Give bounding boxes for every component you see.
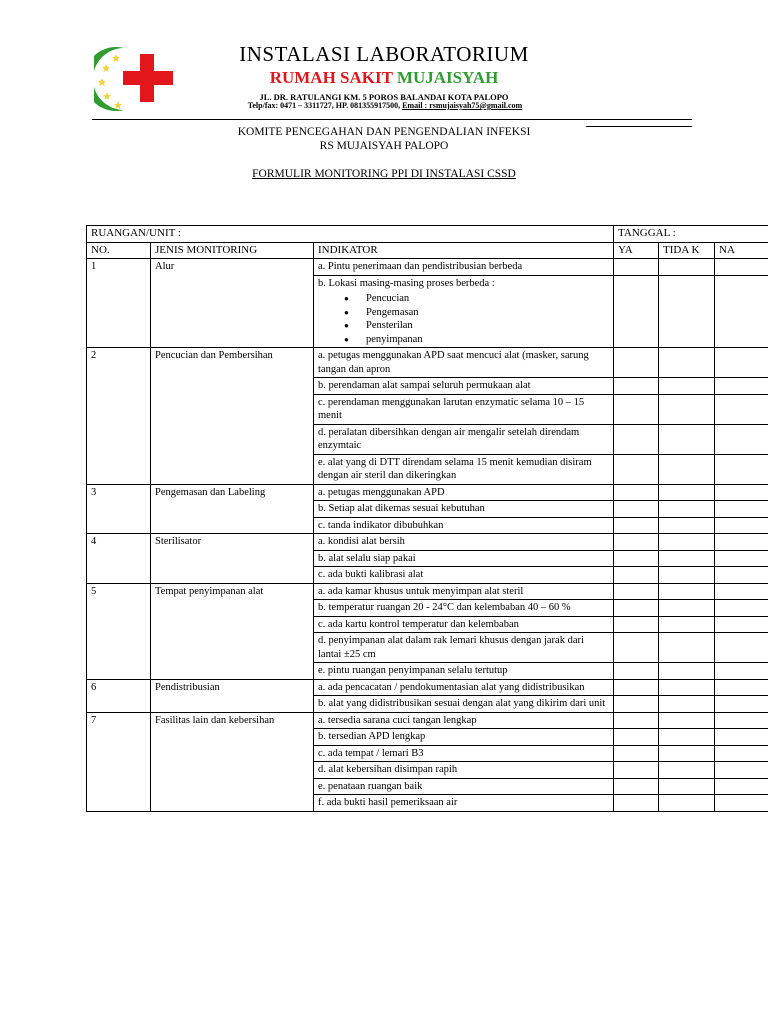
checkbox-cell-na[interactable] bbox=[715, 762, 768, 779]
indicator-text: b. Setiap alat dikemas sesuai kebutuhan bbox=[318, 503, 485, 514]
indicator-cell bbox=[314, 378, 614, 395]
checkbox-cell-ya[interactable] bbox=[614, 795, 659, 812]
indicator-cell bbox=[314, 484, 614, 501]
checkbox-cell-ya[interactable] bbox=[614, 378, 659, 395]
indicator-cell bbox=[314, 567, 614, 584]
checkbox-cell-ya[interactable] bbox=[614, 663, 659, 680]
indicator-cell bbox=[314, 517, 614, 534]
checkbox-cell-tidak[interactable] bbox=[659, 534, 715, 551]
checkbox-cell-ya[interactable] bbox=[614, 696, 659, 713]
monitoring-number: 6 bbox=[87, 679, 151, 712]
table-row bbox=[87, 712, 768, 729]
checkbox-cell-ya[interactable] bbox=[614, 745, 659, 762]
checkbox-cell-na[interactable] bbox=[715, 275, 768, 348]
committee-hospital: RS MUJAISYAH PALOPO bbox=[319, 140, 449, 152]
checkbox-cell-ya[interactable] bbox=[614, 550, 659, 567]
indicator-text: e. penataan ruangan baik bbox=[318, 780, 423, 792]
checkbox-cell-na[interactable] bbox=[715, 729, 768, 746]
indicator-text: d. peralatan dibersihkan dengan air mengalir setelah direndam enzymtaic bbox=[318, 426, 580, 451]
monitoring-type: Pendistribusian bbox=[151, 679, 314, 712]
col-header-tidak: TIDA K bbox=[659, 242, 715, 259]
monitoring-table bbox=[86, 225, 768, 812]
checkbox-cell-na[interactable] bbox=[715, 348, 768, 378]
checkbox-cell-tidak[interactable] bbox=[659, 795, 715, 812]
checkbox-cell-na[interactable] bbox=[715, 778, 768, 795]
checkbox-cell-ya[interactable] bbox=[614, 583, 659, 600]
indicator-cell bbox=[314, 424, 614, 454]
checkbox-cell-tidak[interactable] bbox=[659, 275, 715, 348]
institution-title: INSTALASI LABORATORIUM bbox=[239, 42, 529, 66]
checkbox-cell-ya[interactable] bbox=[614, 454, 659, 484]
checkbox-cell-na[interactable] bbox=[715, 712, 768, 729]
indicator-text: b. perendaman alat sampai seluruh permukaan alat bbox=[318, 380, 531, 391]
indicator-text: f. ada bukti hasil pemeriksaan air bbox=[318, 797, 458, 808]
checkbox-cell-tidak[interactable] bbox=[659, 517, 715, 534]
checkbox-cell-na[interactable] bbox=[715, 745, 768, 762]
indicator-cell bbox=[314, 778, 614, 795]
indicator-text: a. petugas menggunakan APD bbox=[318, 486, 445, 498]
indicator-cell bbox=[314, 259, 614, 276]
checkbox-cell-tidak[interactable] bbox=[659, 583, 715, 600]
checkbox-cell-ya[interactable] bbox=[614, 762, 659, 779]
checkbox-cell-tidak[interactable] bbox=[659, 501, 715, 518]
col-header-no: NO. bbox=[87, 242, 151, 259]
ruangan-unit-field[interactable]: RUANGAN/UNIT : bbox=[87, 226, 614, 243]
checkbox-cell-ya[interactable] bbox=[614, 633, 659, 663]
checkbox-cell-tidak[interactable] bbox=[659, 600, 715, 617]
checkbox-cell-tidak[interactable] bbox=[659, 762, 715, 779]
checkbox-cell-na[interactable] bbox=[715, 583, 768, 600]
checkbox-cell-tidak[interactable] bbox=[659, 616, 715, 633]
indicator-cell bbox=[314, 745, 614, 762]
indicator-text: a. petugas menggunakan APD saat mencuci alat (masker, sarung tangan dan apron bbox=[318, 350, 589, 375]
checkbox-cell-tidak[interactable] bbox=[659, 745, 715, 762]
checkbox-cell-ya[interactable] bbox=[614, 778, 659, 795]
table-row bbox=[87, 259, 768, 276]
indicator-text: a. ada kamar khusus untuk menyimpan alat steril bbox=[318, 585, 524, 597]
checkbox-cell-tidak[interactable] bbox=[659, 633, 715, 663]
indicator-subitem: ● Pengemasan bbox=[366, 306, 609, 320]
indicator-sublist bbox=[318, 292, 609, 346]
table-header-row bbox=[87, 242, 768, 259]
indicator-text: c. ada bukti kalibrasi alat bbox=[318, 569, 424, 580]
checkbox-cell-ya[interactable] bbox=[614, 679, 659, 696]
checkbox-cell-ya[interactable] bbox=[614, 729, 659, 746]
indicator-cell bbox=[314, 663, 614, 680]
monitoring-type: Pencucian dan Pembersihan bbox=[151, 348, 314, 485]
checkbox-cell-ya[interactable] bbox=[614, 275, 659, 348]
checkbox-cell-na[interactable] bbox=[715, 534, 768, 551]
monitoring-type: Alur bbox=[151, 259, 314, 348]
checkbox-cell-ya[interactable] bbox=[614, 567, 659, 584]
checkbox-cell-tidak[interactable] bbox=[659, 454, 715, 484]
indicator-cell bbox=[314, 712, 614, 729]
indicator-text: b. Lokasi masing-masing proses berbeda : bbox=[318, 277, 495, 289]
checkbox-cell-tidak[interactable] bbox=[659, 348, 715, 378]
checkbox-cell-na[interactable] bbox=[715, 454, 768, 484]
checkbox-cell-na[interactable] bbox=[715, 501, 768, 518]
indicator-cell bbox=[314, 275, 614, 348]
checkbox-cell-na[interactable] bbox=[715, 394, 768, 424]
monitoring-number: 7 bbox=[87, 712, 151, 811]
checkbox-cell-tidak[interactable] bbox=[659, 712, 715, 729]
checkbox-cell-na[interactable] bbox=[715, 696, 768, 713]
col-header-ya: YA bbox=[614, 242, 659, 259]
checkbox-cell-tidak[interactable] bbox=[659, 484, 715, 501]
table-row bbox=[87, 484, 768, 501]
table-row bbox=[87, 348, 768, 378]
checkbox-cell-tidak[interactable] bbox=[659, 679, 715, 696]
indicator-cell bbox=[314, 729, 614, 746]
form-title: FORMULIR MONITORING PPI DI INSTALASI CSSD bbox=[252, 168, 516, 180]
indicator-text: c. perendaman menggunakan larutan enzymatic selama 10 – 15 menit bbox=[318, 396, 585, 421]
indicator-text: b. tersedian APD lengkap bbox=[318, 731, 426, 742]
hospital-name-green: MUJAISYAH bbox=[396, 68, 499, 87]
table-meta-row bbox=[87, 226, 768, 243]
table-row bbox=[87, 679, 768, 696]
indicator-cell bbox=[314, 583, 614, 600]
monitoring-number: 2 bbox=[87, 348, 151, 485]
checkbox-cell-na[interactable] bbox=[715, 663, 768, 680]
checkbox-cell-na[interactable] bbox=[715, 633, 768, 663]
checkbox-cell-tidak[interactable] bbox=[659, 567, 715, 584]
monitoring-number: 5 bbox=[87, 583, 151, 679]
indicator-text: b. alat selalu siap pakai bbox=[318, 552, 416, 564]
indicator-cell bbox=[314, 600, 614, 617]
monitoring-number: 4 bbox=[87, 534, 151, 584]
header-divider bbox=[92, 119, 692, 120]
hospital-name bbox=[200, 68, 568, 88]
checkbox-cell-tidak[interactable] bbox=[659, 696, 715, 713]
indicator-text: d. penyimpanan alat dalam rak lemari khusus dengan jarak dari lantai ±25 cm bbox=[318, 635, 584, 660]
col-header-indikator: INDIKATOR bbox=[314, 242, 614, 259]
indicator-cell bbox=[314, 795, 614, 812]
checkbox-cell-na[interactable] bbox=[715, 378, 768, 395]
checkbox-cell-tidak[interactable] bbox=[659, 394, 715, 424]
checkbox-cell-na[interactable] bbox=[715, 550, 768, 567]
checkbox-cell-tidak[interactable] bbox=[659, 550, 715, 567]
checkbox-cell-na[interactable] bbox=[715, 517, 768, 534]
checkbox-cell-ya[interactable] bbox=[614, 484, 659, 501]
monitoring-number: 1 bbox=[87, 259, 151, 348]
checkbox-cell-na[interactable] bbox=[715, 795, 768, 812]
checkbox-cell-ya[interactable] bbox=[614, 501, 659, 518]
checkbox-cell-ya[interactable] bbox=[614, 712, 659, 729]
indicator-cell bbox=[314, 534, 614, 551]
checkbox-cell-ya[interactable] bbox=[614, 600, 659, 617]
indicator-text: a. ada pencacatan / pendokumentasian alat yang didistribusikan bbox=[318, 681, 585, 693]
checkbox-cell-ya[interactable] bbox=[614, 616, 659, 633]
indicator-text: a. tersedia sarana cuci tangan lengkap bbox=[318, 714, 477, 726]
checkbox-cell-tidak[interactable] bbox=[659, 424, 715, 454]
indicator-cell bbox=[314, 696, 614, 713]
committee-name: KOMITE PENCEGAHAN DAN PENGENDALIAN INFEKSI bbox=[237, 126, 531, 138]
checkbox-cell-tidak[interactable] bbox=[659, 778, 715, 795]
indicator-text: c. ada kartu kontrol temperatur dan kelembaban bbox=[318, 618, 519, 630]
indicator-text: a. kondisi alat bersih bbox=[318, 536, 405, 547]
checkbox-cell-na[interactable] bbox=[715, 424, 768, 454]
hospital-address: JL. DR. RATULANGI KM. 5 POROS BALANDAI KOTA PALOPO bbox=[259, 92, 509, 102]
table-row bbox=[87, 583, 768, 600]
crescent-red-cross-logo bbox=[94, 44, 178, 114]
monitoring-number: 3 bbox=[87, 484, 151, 534]
indicator-cell bbox=[314, 633, 614, 663]
indicator-text: d. alat kebersihan disimpan rapih bbox=[318, 764, 458, 775]
tanggal-field[interactable]: TANGGAL : bbox=[614, 226, 768, 243]
indicator-cell bbox=[314, 348, 614, 378]
indicator-cell bbox=[314, 616, 614, 633]
checkbox-cell-na[interactable] bbox=[715, 616, 768, 633]
indicator-text: c. ada tempat / lemari B3 bbox=[318, 747, 424, 759]
checkbox-cell-ya[interactable] bbox=[614, 424, 659, 454]
checkbox-cell-na[interactable] bbox=[715, 259, 768, 276]
checkbox-cell-tidak[interactable] bbox=[659, 378, 715, 395]
checkbox-cell-ya[interactable] bbox=[614, 517, 659, 534]
hospital-name-red: RUMAH SAKIT bbox=[269, 68, 393, 87]
monitoring-type: Pengemasan dan Labeling bbox=[151, 484, 314, 534]
checkbox-cell-tidak[interactable] bbox=[659, 663, 715, 680]
indicator-subitem: ● Pencucian bbox=[366, 292, 609, 306]
indicator-text: b. alat yang didistribusikan sesuai dengan alat yang dikirim dari unit bbox=[318, 698, 606, 709]
monitoring-type: Fasilitas lain dan kebersihan bbox=[151, 712, 314, 811]
indicator-cell bbox=[314, 501, 614, 518]
indicator-text: c. tanda indikator dibubuhkan bbox=[318, 519, 444, 531]
checkbox-cell-tidak[interactable] bbox=[659, 259, 715, 276]
monitoring-type: Tempat penyimpanan alat bbox=[151, 583, 314, 679]
checkbox-cell-na[interactable] bbox=[715, 484, 768, 501]
indicator-subitem: ● penyimpanan bbox=[366, 333, 609, 347]
indicator-cell bbox=[314, 679, 614, 696]
checkbox-cell-ya[interactable] bbox=[614, 394, 659, 424]
checkbox-cell-ya[interactable] bbox=[614, 259, 659, 276]
indicator-text: e. alat yang di DTT direndam selama 15 menit kemudian disiram dengan air steril dan dikeringkan bbox=[318, 456, 592, 481]
indicator-cell bbox=[314, 550, 614, 567]
checkbox-cell-na[interactable] bbox=[715, 679, 768, 696]
indicator-cell bbox=[314, 762, 614, 779]
table-row bbox=[87, 534, 768, 551]
monitoring-type: Sterilisator bbox=[151, 534, 314, 584]
checkbox-cell-na[interactable] bbox=[715, 600, 768, 617]
hospital-phone: Telp/fax: 0471 – 3311727, HP. 081355917500, bbox=[247, 101, 401, 110]
indicator-subitem: ● Pensterilan bbox=[366, 319, 609, 333]
indicator-text: e. pintu ruangan penyimpanan selalu tertutup bbox=[318, 665, 508, 676]
checkbox-cell-ya[interactable] bbox=[614, 348, 659, 378]
indicator-cell bbox=[314, 454, 614, 484]
hospital-contact bbox=[190, 101, 580, 110]
document-header bbox=[0, 0, 768, 130]
indicator-cell bbox=[314, 394, 614, 424]
checkbox-cell-tidak[interactable] bbox=[659, 729, 715, 746]
indicator-text: a. Pintu penerimaan dan pendistribusian berbeda bbox=[318, 261, 523, 272]
checkbox-cell-ya[interactable] bbox=[614, 534, 659, 551]
hospital-email[interactable]: Email : rsmujaisyah75@gmail.com bbox=[402, 101, 523, 110]
indicator-text: b. temperatur ruangan 20 - 24°C dan kelembaban 40 – 60 % bbox=[318, 602, 571, 613]
col-header-na: NA bbox=[715, 242, 768, 259]
col-header-jenis: JENIS MONITORING bbox=[151, 242, 314, 259]
checkbox-cell-na[interactable] bbox=[715, 567, 768, 584]
